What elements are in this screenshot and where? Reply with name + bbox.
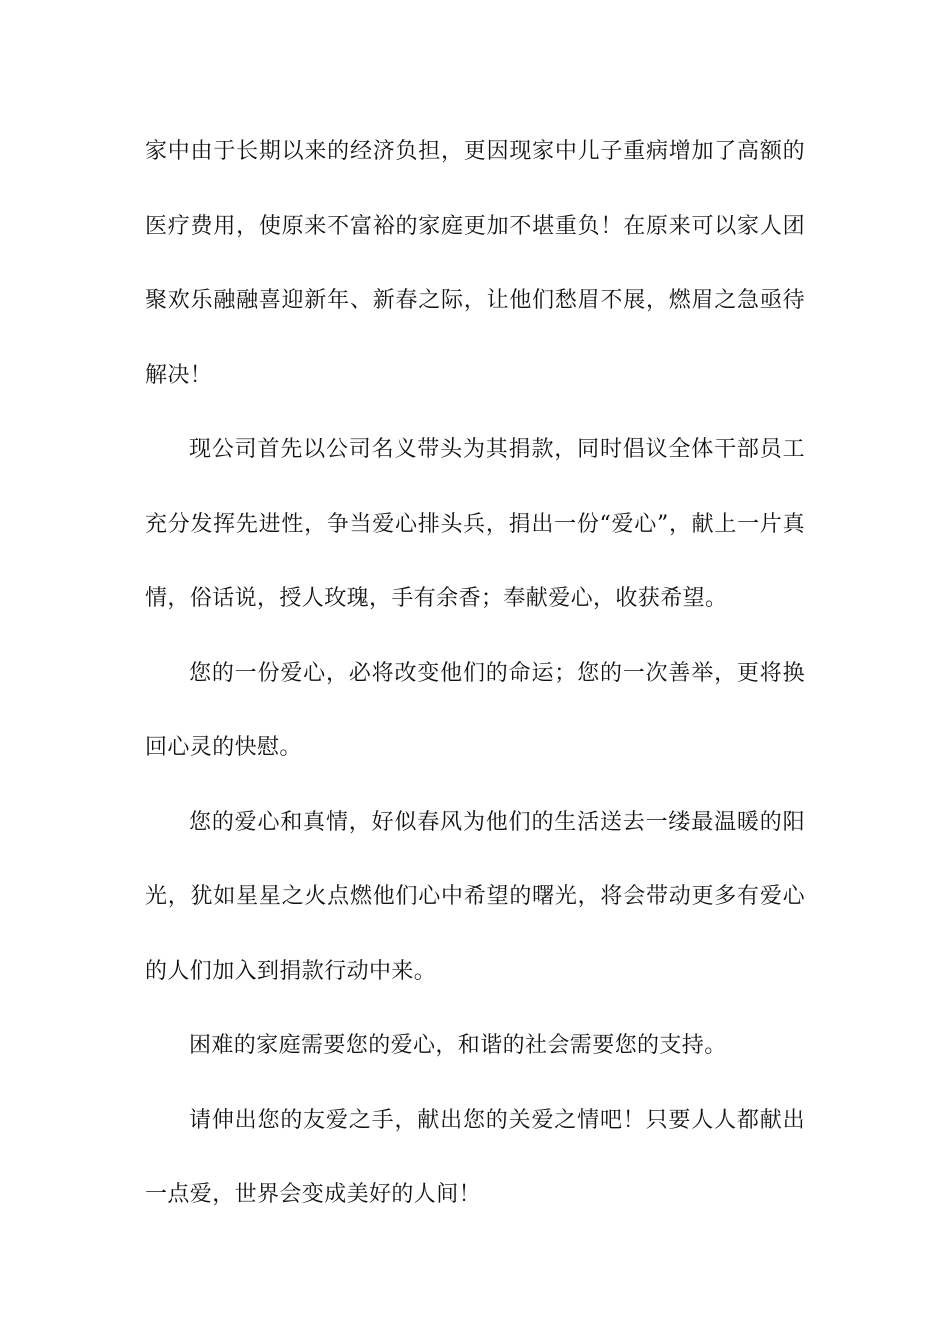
paragraph-1: 家中由于长期以来的经济负担，更因现家中儿子重病增加了高额的医疗费用，使原来不富裕的家庭更加不堪重负！在原来可以家人团聚欢乐融融喜迎新年、新春之际，让他们愁眉不展，燃眉之急亟待解决！ (145, 139, 805, 388)
paragraph-5: 困难的家庭需要您的爱心，和谐的社会需要您的支持。 (189, 1033, 727, 1058)
paragraph-6: 请伸出您的友爱之手，献出您的关爱之情吧！只要人人都献出一点爱，世界会变成美好的人间！ (145, 1107, 805, 1207)
document-body (145, 115, 805, 1233)
paragraph-2: 现公司首先以公司名义带头为其捐款，同时倡议全体干部员工充分发挥先进性，争当爱心排头兵，捐出一份“爱心”，献上一片真情，俗话说，授人玫瑰，手有余香；奉献爱心，收获希望。 (145, 437, 805, 611)
paragraph-4: 您的爱心和真情，好似春风为他们的生活送去一缕最温暖的阳光，犹如星星之火点燃他们心中希望的曙光，将会带动更多有爱心的人们加入到捐款行动中来。 (145, 809, 805, 984)
paragraph-3: 您的一份爱心，必将改变他们的命运；您的一次善举，更将换回心灵的快慰。 (145, 660, 805, 760)
